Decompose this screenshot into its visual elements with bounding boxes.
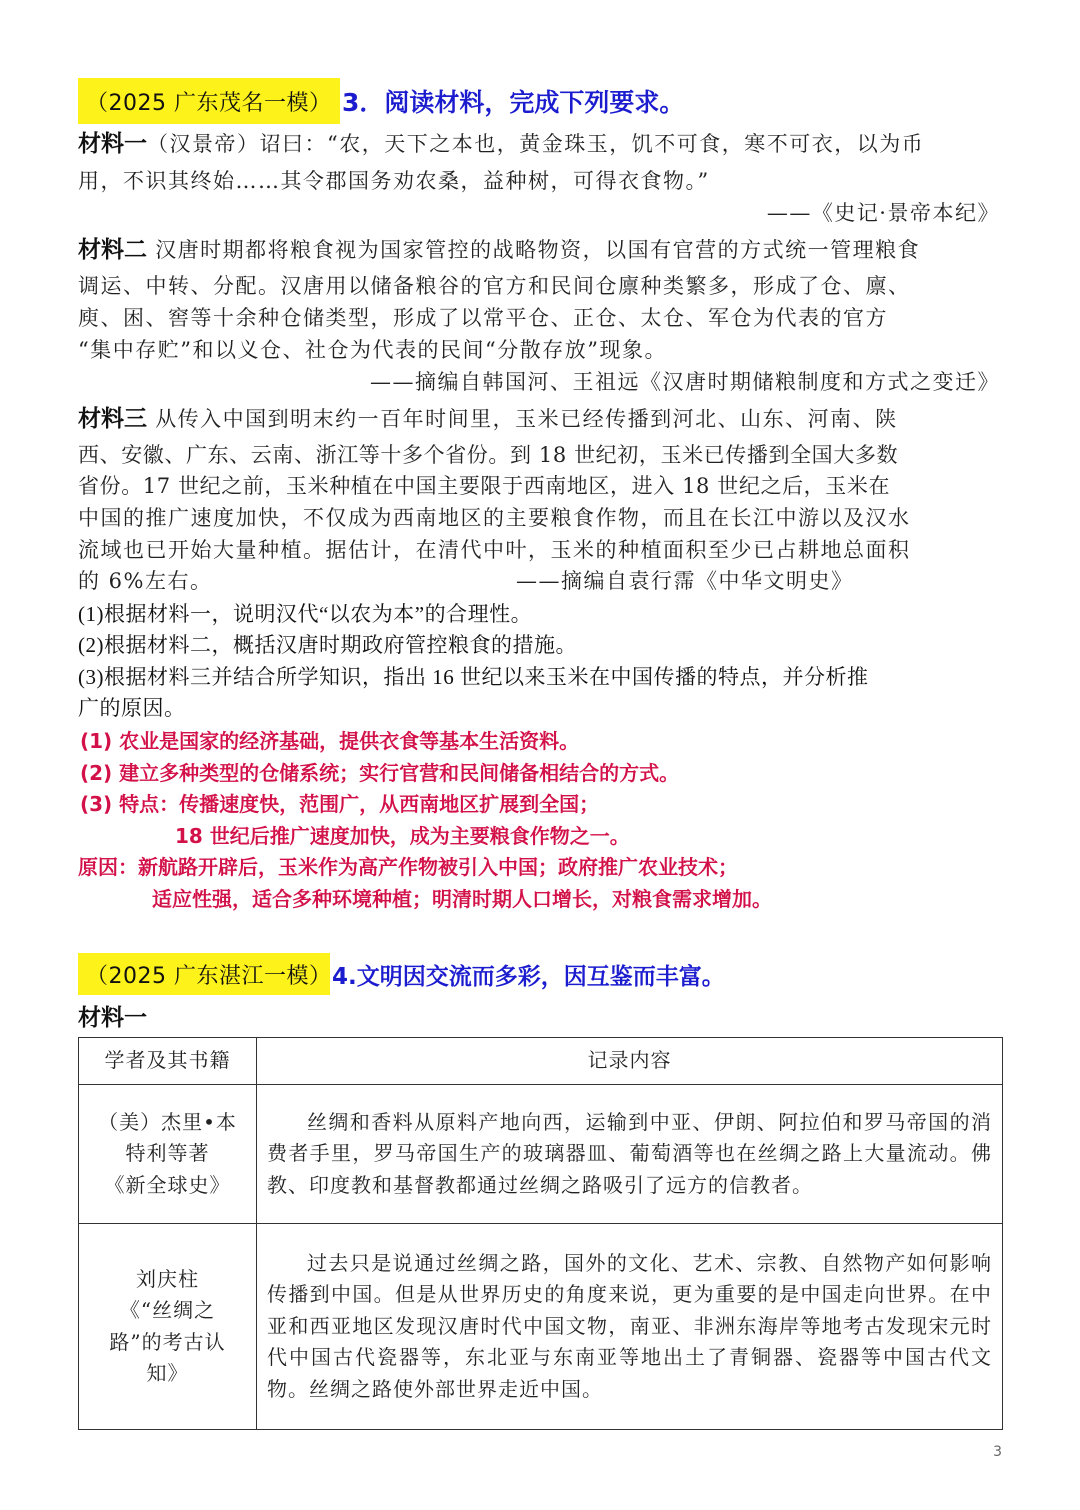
q4-m1-label: 材料一	[78, 1005, 147, 1031]
q3-answer-reason-cont: 适应性强，适合多种环境种植；明清时期人口增长，对粮食需求增加。	[152, 887, 772, 911]
q3-m2-line-2: 调运、中转、分配。汉唐用以储备粮谷的官方和民间仓廪种类繁多，形成了仓、廪、	[78, 274, 911, 298]
q3-title: 3．阅读材料，完成下列要求。	[342, 88, 685, 117]
q3-question-3: (3)根据材料三并结合所学知识，指出 16 世纪以来玉米在中国传播的特点，并分析推	[78, 665, 869, 689]
q3-answer-3: (3) 特点：传播速度快，范围广，从西南地区扩展到全国；	[80, 792, 600, 816]
q3-m3-label: 材料三	[78, 406, 147, 432]
column-header: 记录内容	[257, 1038, 1003, 1085]
q3-m2-line-1: 材料二 汉唐时期都将粮食视为国家管控的战略物资，以国有官营的方式统一管理粮食	[78, 237, 921, 263]
q3-m3-line-3: 省份。17 世纪之前，玉米种植在中国主要限于西南地区，进入 18 世纪之后，玉米在	[78, 474, 891, 498]
records-table	[78, 1037, 1003, 1430]
q3-m3-line-6: 的 6%左右。	[78, 569, 213, 593]
q4-title: 4.文明因交流而多彩，因互鉴而丰富。	[332, 963, 725, 990]
q3-m3-line-2: 西、安徽、广东、云南、浙江等十多个省份。到 18 世纪初，玉米已传播到全国大多数	[78, 443, 899, 467]
author-cell: （美）杰里•本 特利等著 《新全球史》	[79, 1085, 257, 1224]
q3-m2-line-3: 庾、困、窖等十余种仓储类型，形成了以常平仓、正仓、太仓、军仓为代表的官方	[78, 306, 888, 330]
q4-header	[78, 953, 725, 995]
q3-m2-label: 材料二	[78, 237, 147, 263]
q3-question-3-cont: 广的原因。	[78, 696, 186, 720]
q3-m1-source: ——《史记·景帝本纪》	[766, 201, 1000, 225]
q3-m1-line-1: 材料一（汉景帝）诏曰：“农，天下之本也，黄金珠玉，饥不可食，寒不可衣，以为币	[78, 131, 925, 157]
table-header-row	[79, 1038, 1003, 1085]
q3-answer-3-cont: 18 世纪后推广速度加快，成为主要粮食作物之一。	[175, 824, 630, 848]
content-cell: 丝绸和香料从原料产地向西，运输到中亚、伊朗、阿拉伯和罗马帝国的消费者手里，罗马帝国生产的玻璃器皿、葡萄酒等也在丝绸之路上大量流动。佛教、印度教和基督教都通过丝绸之路吸引了远方的信教者。	[257, 1085, 1003, 1224]
table-row	[79, 1085, 1003, 1224]
q3-answer-2: (2) 建立多种类型的仓储系统；实行官营和民间储备相结合的方式。	[80, 761, 680, 785]
author-cell: 刘庆柱 《“丝绸之 路”的考古认 知》	[79, 1224, 257, 1430]
q3-m3-source: ——摘编自袁行霈《中华文明史》	[516, 569, 854, 593]
q3-source-tag: （2025 广东茂名一模）	[78, 78, 340, 124]
q3-m2-line-4: “集中存贮”和以义仓、社仓为代表的民间“分散存放”现象。	[78, 338, 667, 362]
q3-question-1: (1)根据材料一，说明汉代“以农为本”的合理性。	[78, 602, 533, 626]
q3-answer-1: (1) 农业是国家的经济基础，提供衣食等基本生活资料。	[80, 729, 580, 753]
q3-m1-line-2: 用，不识其终始……其令郡国务劝农桑，益种树，可得衣食物。”	[78, 169, 710, 193]
q3-m1-label: 材料一	[78, 131, 147, 157]
content-cell: 过去只是说通过丝绸之路，国外的文化、艺术、宗教、自然物产如何影响传播到中国。但是从世界历史的角度来说，更为重要的是中国走向世界。在中亚和西亚地区发现汉唐时代中国文物，南亚、非洲东海岸等地考古发现宋元时代中国古代瓷器等，东北亚与东南亚等地出土了青铜器、瓷器等中国古代文物。丝绸之路使外部世界走近中国。	[257, 1224, 1003, 1430]
q3-m3-line-1: 材料三 从传入中国到明末约一百年时间里，玉米已经传播到河北、山东、河南、陕	[78, 406, 898, 432]
column-header: 学者及其书籍	[79, 1038, 257, 1085]
table-row	[79, 1224, 1003, 1430]
q3-m3-line-4: 中国的推广速度加快，不仅成为西南地区的主要粮食作物，而且在长江中游以及汉水	[78, 506, 911, 530]
page-number: 3	[993, 1444, 1002, 1460]
q3-m2-source: ——摘编自韩国河、王祖远《汉唐时期储粮制度和方式之变迁》	[370, 370, 1000, 394]
q3-m3-line-5: 流域也已开始大量种植。据估计，在清代中叶，玉米的种植面积至少已占耕地总面积	[78, 538, 911, 562]
q3-question-2: (2)根据材料二，概括汉唐时期政府管控粮食的措施。	[78, 633, 577, 657]
q3-answer-reason: 原因：新航路开辟后，玉米作为高产作物被引入中国；政府推广农业技术；	[78, 855, 738, 879]
q3-header	[78, 78, 684, 124]
q4-source-tag: （2025 广东湛江一模）	[78, 953, 330, 995]
